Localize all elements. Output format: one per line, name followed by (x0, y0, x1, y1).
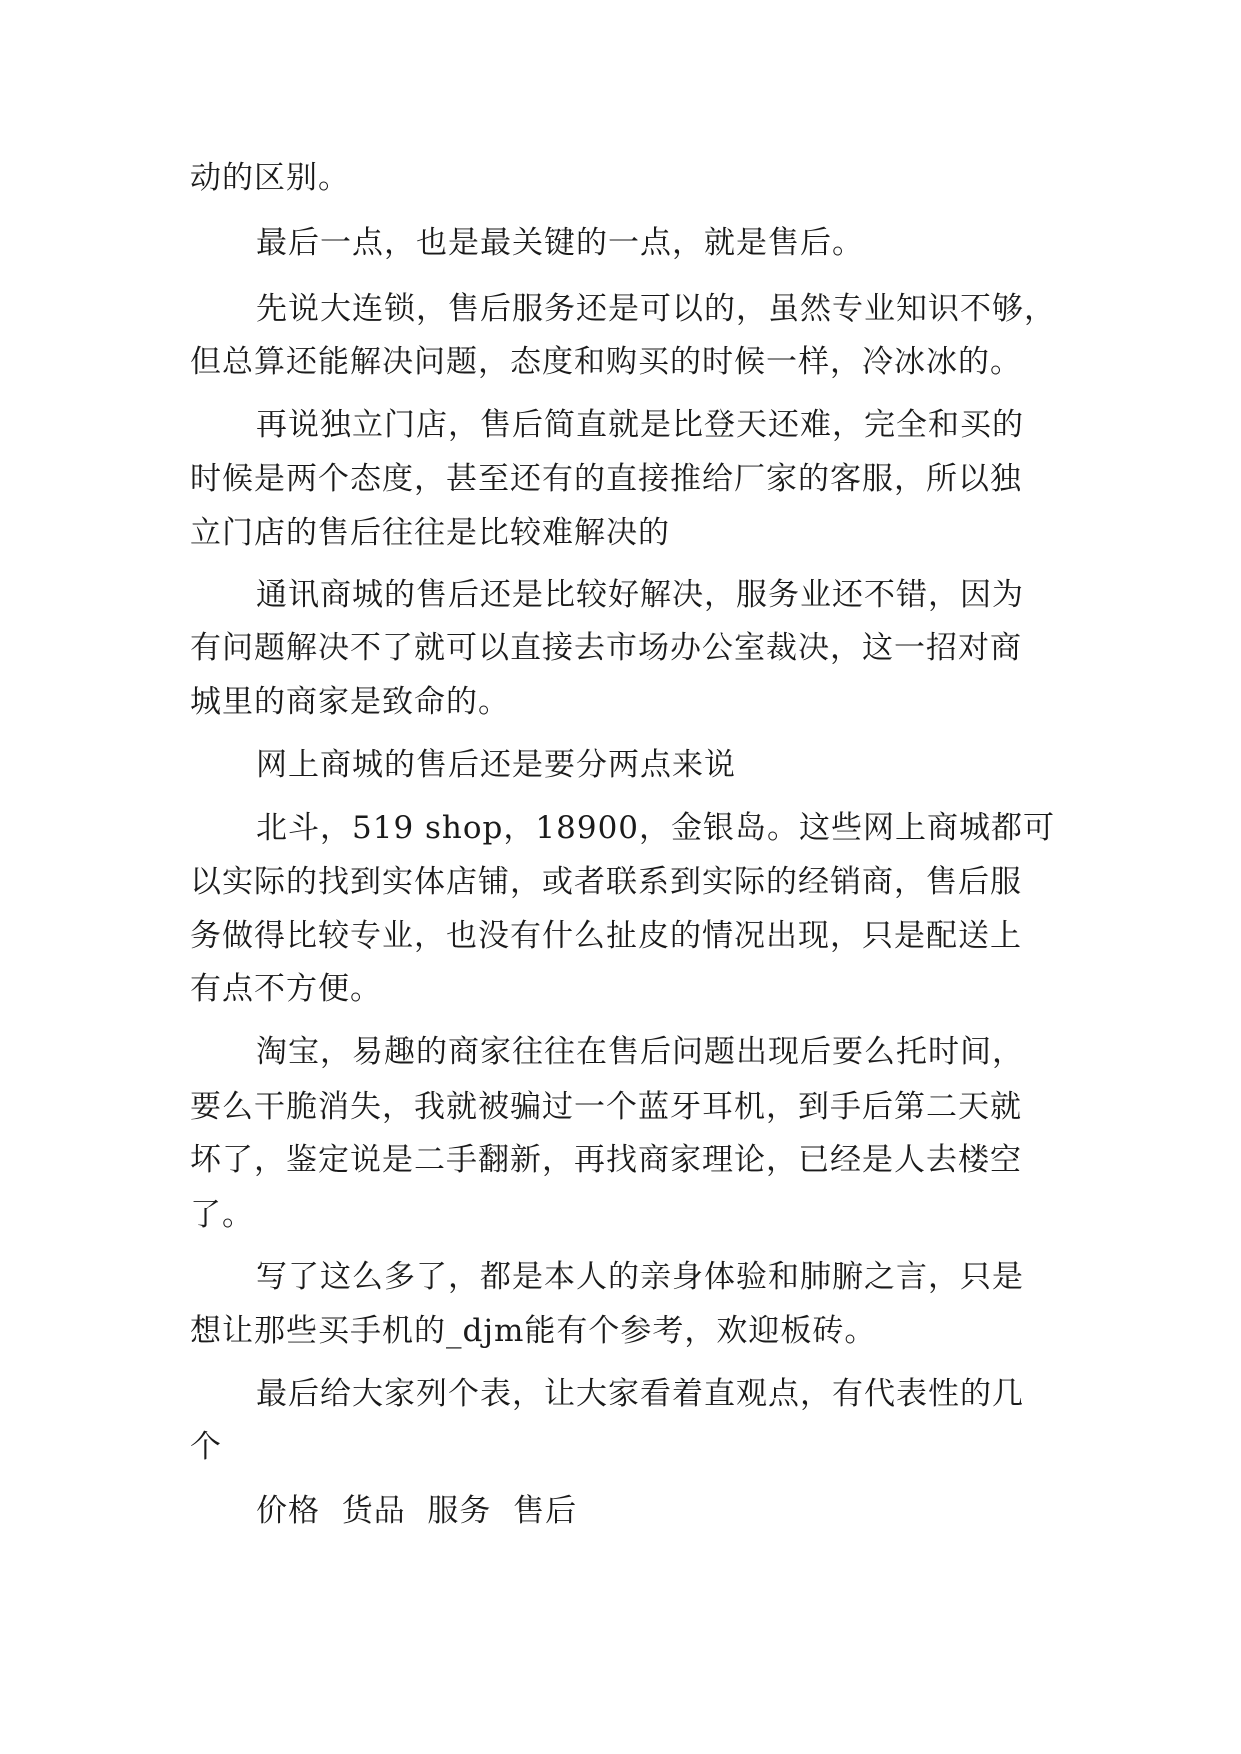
text-line: 时候是两个态度，甚至还有的直接推给厂家的客服，所以独 (190, 461, 1022, 497)
text-line: 务做得比较专业，也没有什么扯皮的情况出现，只是配送上 (190, 918, 1022, 954)
text-line: 立门店的售后往往是比较难解决的 (190, 515, 670, 551)
text-line: 以实际的找到实体店铺，或者联系到实际的经销商，售后服 (190, 864, 1022, 900)
text-line: 个 (190, 1429, 222, 1465)
text-line: 城里的商家是致命的。 (190, 684, 510, 720)
text-line: 最后给大家列个表，让大家看着直观点，有代表性的几 (256, 1376, 1024, 1412)
text-line: 有点不方便。 (190, 971, 382, 1007)
table-header-line: 价格 货品 服务 售后 (256, 1493, 578, 1529)
text-line: 坏了，鉴定说是二手翻新，再找商家理论，已经是人去楼空 (190, 1142, 1022, 1178)
text-line: 先说大连锁，售后服务还是可以的，虽然专业知识不够， (256, 291, 1056, 327)
text-line: 淘宝，易趣的商家往往在售后问题出现后要么托时间， (256, 1034, 1024, 1070)
text-line: 北斗，519 shop，18900，金银岛。这些网上商城都可 (256, 810, 1056, 846)
text-line: 通讯商城的售后还是比较好解决，服务业还不错，因为 (256, 577, 1024, 613)
text-line: 想让那些买手机的_djm能有个参考，欢迎板砖。 (190, 1313, 877, 1349)
text-line: 有问题解决不了就可以直接去市场办公室裁决，这一招对商 (190, 630, 1022, 666)
text-line: 但总算还能解决问题，态度和购买的时候一样，冷冰冰的。 (190, 344, 1022, 380)
text-line: 了。 (190, 1197, 254, 1233)
text-line: 动的区别。 (190, 160, 350, 196)
text-line: 再说独立门店，售后简直就是比登天还难，完全和买的 (256, 407, 1024, 443)
text-line: 写了这么多了，都是本人的亲身体验和肺腑之言，只是 (256, 1259, 1024, 1295)
text-line: 网上商城的售后还是要分两点来说 (256, 747, 736, 783)
text-line: 要么干脆消失，我就被骗过一个蓝牙耳机，到手后第二天就 (190, 1089, 1022, 1125)
text-line: 最后一点，也是最关键的一点，就是售后。 (256, 225, 864, 261)
